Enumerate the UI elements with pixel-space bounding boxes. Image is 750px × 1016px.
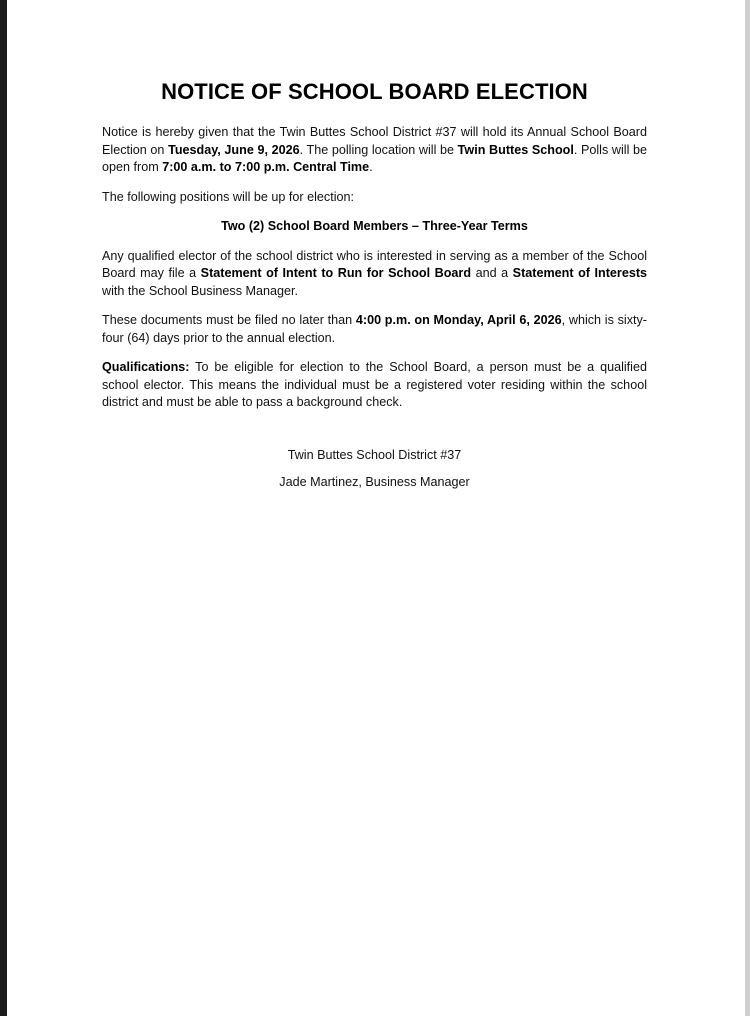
- para3-text-1: Any qualified elector of the school district who is interested in serving as a member of the School Board may file a: [102, 248, 647, 280]
- polling-location: Twin Buttes School: [457, 142, 574, 157]
- polling-hours: 7:00 a.m. to 7:00 p.m. Central Time: [162, 160, 370, 174]
- paragraph-positions-intro: The following positions will be up for election:: [102, 189, 355, 204]
- para1-text-3: . Polls will be open from: [102, 142, 648, 174]
- positions-text: Two (2) School Board Members – Three-Year Terms: [221, 219, 528, 233]
- filing-deadline: 4:00 p.m. on Monday, April 6, 2026: [355, 313, 562, 327]
- signature-org: Twin Buttes School District #37: [287, 447, 462, 462]
- statement-of-intent: Statement of Intent to Run for School Board: [200, 266, 472, 280]
- para4-text-2: , which is sixty-four (64) days prior to the annual election.: [102, 313, 647, 345]
- para1-text-4: .: [369, 160, 373, 174]
- signature-block: [102, 447, 647, 492]
- paragraph-filing-deadline: [102, 312, 647, 347]
- qualifications-text: To be eligible for election to the School Board, a person must be a qualified school elector. This means the individual must be a registered voter residing within the school district and must be able to pass a background check.: [102, 360, 647, 409]
- election-date: Tuesday, June 9, 2026: [168, 142, 300, 157]
- paragraph-qualifications: [102, 359, 647, 412]
- para3-text-3: with the School Business Manager.: [102, 283, 299, 298]
- paragraph-election-details: [102, 124, 647, 177]
- para3-text-2: and a: [471, 266, 513, 280]
- paragraph-filing-statements: [102, 248, 647, 301]
- positions-heading: [102, 218, 647, 236]
- viewer-right-edge: [745, 0, 750, 1016]
- qualifications-label: Qualifications:: [102, 360, 190, 374]
- para1-text-2: . The polling location will be: [299, 142, 458, 157]
- document-page: [7, 0, 745, 1016]
- signature-name: Jade Martinez, Business Manager: [279, 475, 470, 489]
- document-content: [102, 78, 647, 502]
- para1-text-1: Notice is hereby given that the Twin Buttes School District #37 will hold its Annual School Board Election on: [102, 125, 647, 157]
- page-title: NOTICE OF SCHOOL BOARD ELECTION: [161, 79, 588, 104]
- statement-of-interests: Statement of Interests: [512, 266, 648, 280]
- para4-text-1: These documents must be filed no later than: [102, 313, 356, 327]
